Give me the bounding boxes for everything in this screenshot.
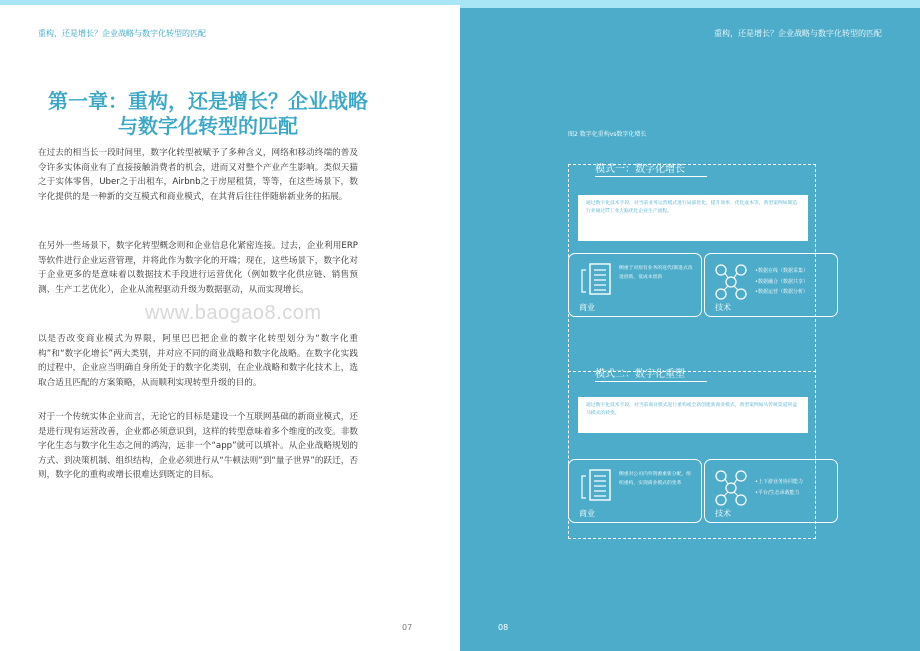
page-number-right: 08 bbox=[498, 623, 509, 632]
left-top-accent bbox=[0, 0, 460, 5]
list-item: • 平台/生态承载能力 bbox=[755, 488, 835, 499]
mode2-business-label: 商业 bbox=[579, 509, 595, 518]
mode1-title: 模式一：数字化增长 bbox=[595, 164, 685, 175]
mode2-tech-label: 技术 bbox=[715, 509, 731, 518]
mode1-tech-card bbox=[704, 253, 838, 317]
watermark: www.baogao8.com bbox=[145, 302, 322, 324]
mode2-tech-list bbox=[755, 477, 835, 498]
list-item: • 数据运营（数据分析） bbox=[755, 287, 835, 298]
list-item: • 数据融合（数据共享） bbox=[755, 277, 835, 288]
chapter-title bbox=[38, 89, 378, 139]
paragraph-2: 在另外一些场景下，数字化转型概念则和企业信息化紧密连接。过去，企业利用ERP等软件进行企业运营管理，并将此作为数字化的开端；现在，这些场景下，数字化对于企业更多的是意味着以数据技术手段进行运营优化（例如数字化供应链、销售预测、生产工艺优化），企业从流程驱动升级为数据驱动，从而实现增长。 bbox=[38, 241, 358, 295]
right-running-header: 重构，还是增长？企业战略与数字化转型的匹配 bbox=[714, 29, 882, 38]
page-number-left: 07 bbox=[402, 623, 413, 632]
mode2-description: 通过数字化技术手段，对当前商业模式进行重构或全新创建新商业模式，典型案例如从传统渠道到盒马模式的转变。 bbox=[586, 403, 798, 416]
mode1-title-underline bbox=[595, 176, 707, 177]
chapter-title-line1: 第一章：重构，还是增长？企业战略 bbox=[48, 89, 368, 113]
paragraph-4: 对于一个传统实体企业而言，无论它的目标是建设一个互联网基础的新商业模式，还是进行现有运营改善，企业都必须意识到，这样的转型意味着多个维度的改变。非数字化生态与数字化生态之间的鸿沟，远非一个“app”就可以填补。从企业战略规划的方式、到决策机制、组织结构，企业必须进行从“牛顿法则”到“量子世界”的跃迁，否则，数字化的重构或增长很难达到既定的目标。 bbox=[38, 412, 358, 481]
mode1-description-card bbox=[575, 195, 808, 241]
mode2-title: 模式二：数字化重塑 bbox=[595, 369, 685, 380]
figure-caption: 图2 数字化重构vs数字化增长 bbox=[568, 131, 647, 138]
paragraph-1: 在过去的相当长一段时间里，数字化转型被赋予了多种含义，网络和移动终端的普及令许多实体商业有了直接接触消费者的机会，进而又对整个产业产生影响。类似天猫之于实体零售，Uber之于出租车，Airbnb之于房屋租赁，等等，在这些场景下，数字化提供的是一种新的交互模式和商业模式，在其背后往往伴随崭新业务的拓展。 bbox=[38, 148, 358, 202]
mode2-business-text: 侧重对公司内外资源重新分配，组织重构，实现商业模式的变革 bbox=[619, 472, 691, 486]
mode2-tech-card bbox=[704, 459, 838, 523]
mode1-tech-list bbox=[755, 266, 835, 298]
list-item: • 数据在线（数据采集） bbox=[755, 266, 835, 277]
mode1-business-label: 商业 bbox=[579, 303, 595, 312]
list-item: • 上下游业务协同能力 bbox=[755, 477, 835, 488]
mode1-tech-label: 技术 bbox=[715, 303, 731, 312]
left-running-header: 重构，还是增长？企业战略与数字化转型的匹配 bbox=[38, 29, 206, 38]
chapter-title-line2: 与数字化转型的匹配 bbox=[118, 114, 298, 138]
mode2-business-card bbox=[568, 459, 702, 523]
mode1-business-text: 侧重于对原有业务的迭代/渐进式改进创新，低成本创新 bbox=[619, 266, 693, 280]
paragraph-3: 以是否改变商业模式为界限，阿里巴巴把企业的数字化转型划分为“数字化重构”和“数字化增长”两大类别，并对应不同的商业战略和数字化战略。在数字化实践的过程中，企业应当明确自身所处于的数字化类别，在企业战略和数字化技术上，选取合适且匹配的方案策略，从而顺利实现转型升级的目的。 bbox=[38, 334, 358, 388]
mode1-business-card bbox=[568, 253, 702, 317]
right-page bbox=[460, 0, 920, 651]
right-top-accent bbox=[460, 0, 920, 8]
mode1-description: 通过数字化技术手段，对当前业务运营模式进行局部优化，提升效率、优化成本等，典型案例如制造行业通过IT工业大脑优化企业生产流程。 bbox=[586, 201, 798, 214]
mode2-description-card bbox=[575, 397, 808, 433]
mode2-title-underline bbox=[595, 381, 707, 382]
